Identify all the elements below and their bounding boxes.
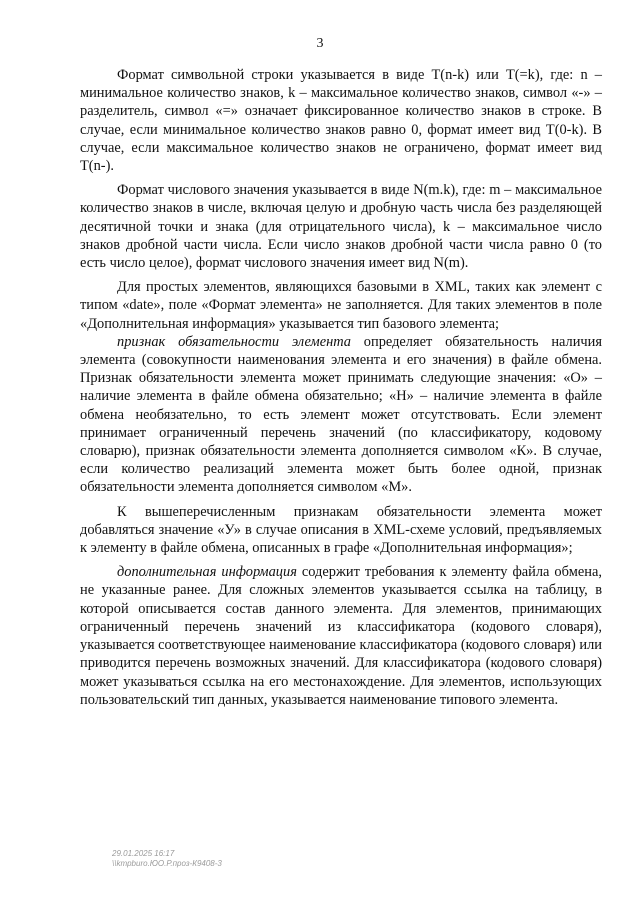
paragraph-simple-elements: Для простых элементов, являющихся базовыми в XML, таких как элемент с типом «date», поле «Формат элемента» не заполняется. Для таких элементов в поле «Дополнительная информация» указывается тип базового элемента; — [80, 279, 602, 332]
footer-file-path: \\kmpburo.ЮО.Р.проз-К9408-3 — [112, 858, 222, 868]
paragraph-additional-info-text: содержит требования к элементу файла обмена, не указанные ранее. Для сложных элементов указывается ссылка на таблицу, в которой описывается состав данного элемента. Для элементов, принимающих ограниченный перечень значений из классификатора (кодового словаря), указывается соответствующее наименование классификатора (кодового словаря) или приводится перечень возможных значений. Для классификатора (кодового словаря) может указываться ссылка на его местонахождение. Для элементов, использующих пользовательский тип данных, указывается наименование типового элемента. — [80, 564, 602, 708]
document-body — [80, 66, 602, 709]
paragraph-value-u: К вышеперечисленным признакам обязательности элемента может добавляться значение «У» в случае описания в XML-схеме условий, предъявляемых к элементу в файле обмена, описанных в графе «Дополнительная информация»; — [80, 503, 602, 557]
paragraph-numeric-format: Формат числового значения указывается в виде N(m.k), где: m – максимальное количество знаков в числе, включая целую и дробную часть числа без разделяющей десятичной точки и знака (для отрицательного числа), k – максимальное число знаков дробной части числа. Если число знаков дробной части числа равно 0 (то есть число целое), формат числового значения имеет вид N(m). — [80, 182, 602, 272]
print-footer — [112, 849, 222, 868]
footer-timestamp: 29.01.2025 16:17 — [112, 849, 175, 858]
paragraph-mandatory-sign-text: определяет обязательность наличия элемента (совокупности наименования элемента и его значения) в файле обмена. Признак обязательности элемента может принимать следующие значения: «О» – наличие элемента в файле обмена обязательно; «Н» – наличие элемента в файле обмена необязательно, то есть элемент может отсутствовать. Если элемент принимает ограниченный перечень значений (по классификатору, кодовому словарю), признак обязательности элемента дополняется символом «К». В случае, если количество реализаций элемента может быть более одной, признак обязательности элемента дополняется символом «М». — [80, 333, 602, 496]
paragraph-mandatory-sign — [80, 333, 602, 497]
term-additional-info: дополнительная информация — [117, 564, 297, 581]
page-number: 3 — [316, 36, 324, 51]
paragraph-string-format: Формат символьной строки указывается в виде T(n-k) или T(=k), где: n – минимальное количество знаков, k – максимальное количество знаков, символ «-» – разделитель, символ «=» означает фиксированное количество знаков в строке. В случае, если минимальное количество знаков равно 0, формат имеет вид T(0-k). В случае, если максимальное количество знаков не ограничено, формат имеет вид T(n-). — [80, 67, 602, 175]
term-mandatory-sign: признак обязательности элемента — [117, 333, 351, 350]
paragraph-additional-info — [80, 563, 602, 709]
